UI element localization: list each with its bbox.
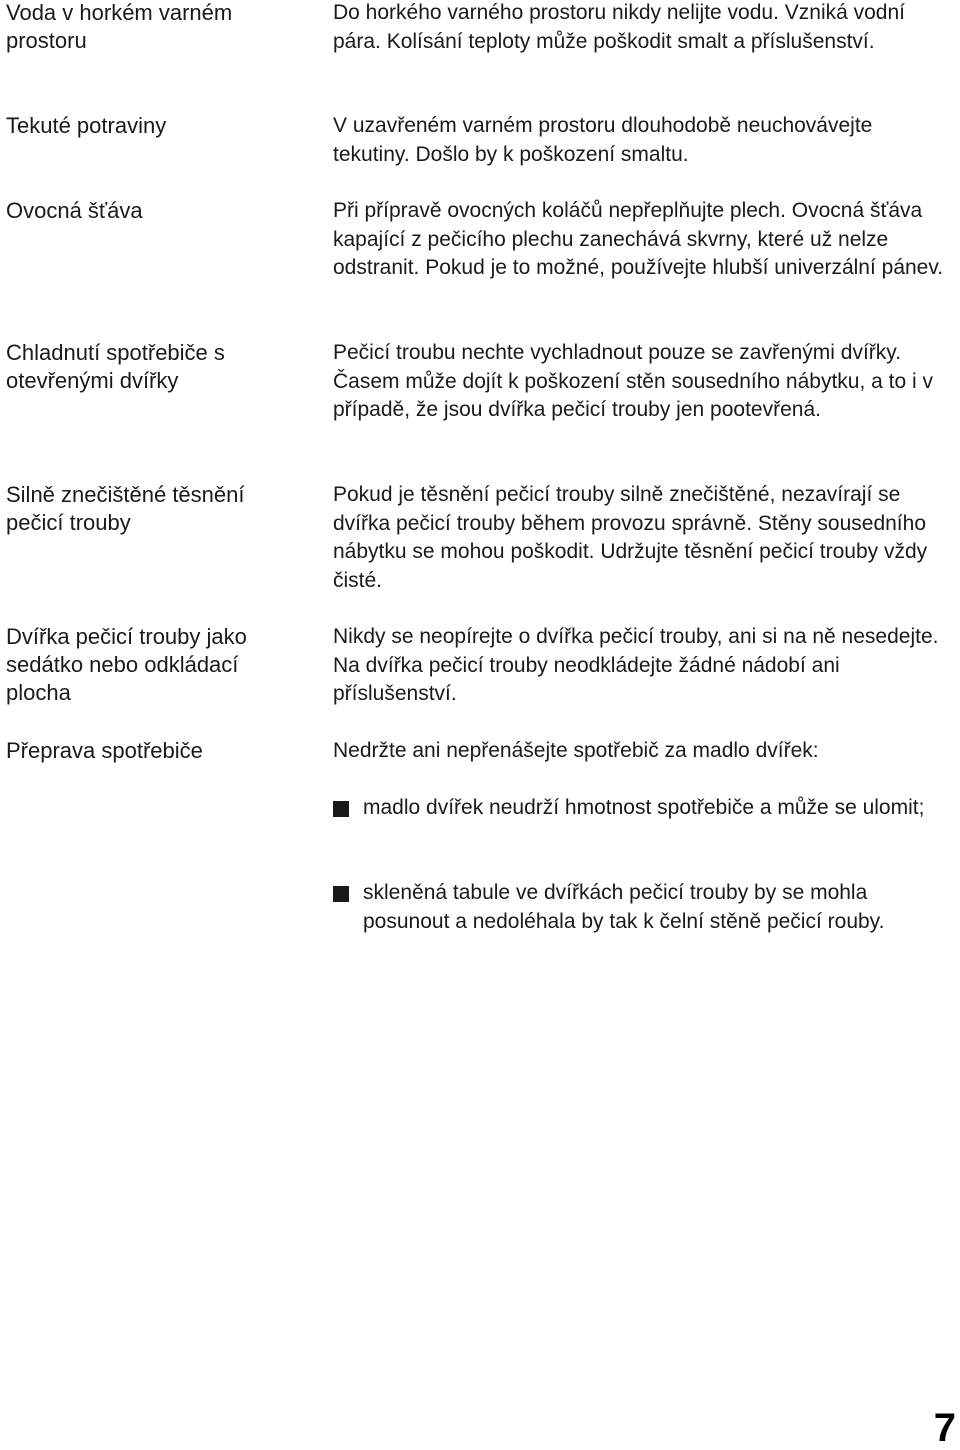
section-text-door-as-seat: Nikdy se neopírejte o dvířka pečicí trouby, ani si na ně nesedejte. Na dvířka pečicí trouby neodkládejte žádné nádobí ani příslušenství. bbox=[333, 625, 939, 705]
bullet-text: madlo dvířek neudrží hmotnost spotřebiče a může se ulomit; bbox=[363, 796, 925, 819]
bullet-text: skleněná tabule ve dvířkách pečicí trouby by se mohla posunout a nedoléhala by tak k čelní stěně pečicí rouby. bbox=[363, 881, 885, 933]
section-text-water: Do horkého varného prostoru nikdy nelijte vodu. Vzniká vodní pára. Kolísání teploty může poškodit smalt a příslušenství. bbox=[333, 1, 906, 53]
section-heading-door-as-seat: Dvířka pečicí trouby jako sedátko nebo odkládací plocha bbox=[6, 624, 247, 705]
section-heading-transport: Přeprava spotřebiče bbox=[6, 738, 203, 763]
square-bullet-icon bbox=[333, 801, 349, 817]
section-text-dirty-seal: Pokud je těsnění pečicí trouby silně znečištěné, nezavírají se dvířka pečicí trouby během provozu správně. Stěny sousedního nábytku se mohou poškodit. Udržujte těsnění pečicí trouby vždy čisté. bbox=[333, 483, 928, 592]
section-heading-cooling-open-door: Chladnutí spotřebiče s otevřenými dvířky bbox=[6, 340, 225, 393]
section-heading-liquid-food: Tekuté potraviny bbox=[6, 113, 167, 138]
section-text-fruit-juice: Při přípravě ovocných koláčů nepřeplňujte plech. Ovocná šťáva kapající z pečicího plechu zanechává skvrny, které už nelze odstranit. Pokud je to možné, používejte hlubší univerzální pánev. bbox=[333, 199, 944, 279]
section-text-transport: Nedržte ani nepřenášejte spotřebič za madlo dvířek: bbox=[333, 739, 819, 762]
section-heading-dirty-seal: Silně znečištěné těsnění pečicí trouby bbox=[6, 482, 245, 535]
square-bullet-icon bbox=[333, 886, 349, 902]
section-text-cooling-open-door: Pečicí troubu nechte vychladnout pouze se zavřenými dvířky. Časem může dojít k poškození stěn sousedního nábytku, a to i v případě, že jsou dvířka pečicí trouby jen pootevřená. bbox=[333, 341, 933, 421]
section-heading-water: Voda v horkém varném prostoru bbox=[6, 0, 233, 53]
section-heading-fruit-juice: Ovocná šťáva bbox=[6, 198, 143, 223]
section-text-liquid-food: V uzavřeném varném prostoru dlouhodobě neuchovávejte tekutiny. Došlo by k poškození smaltu. bbox=[333, 114, 873, 166]
page-number: 7 bbox=[933, 1406, 956, 1450]
